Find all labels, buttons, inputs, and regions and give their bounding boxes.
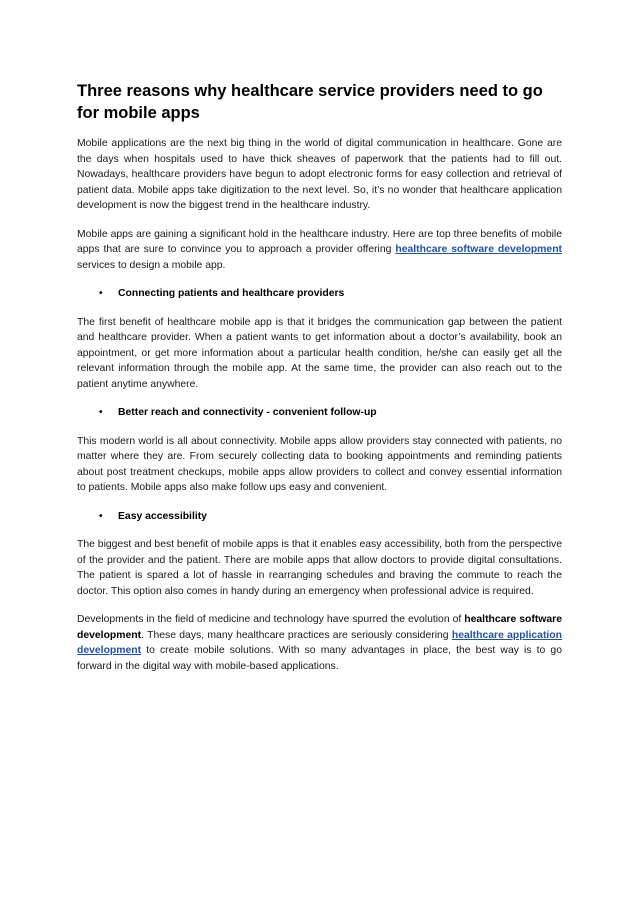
bullet-icon: •: [99, 510, 103, 522]
intro-paragraph: Mobile applications are the next big thing in the world of digital communication in healthcare. Gone are the days when hospitals used to have thick sheaves of paperwork that the patients had to fill out. Nowadays, healthcare providers have begun to adopt electronic forms for easy collection and retrieval of patient data. Mobile apps take digitization to the next level. So, it’s no wonder that healthcare application development is now the biggest trend in the healthcare industry.: [77, 138, 562, 211]
document-title: Three reasons why healthcare service providers need to go for mobile apps: [77, 82, 543, 122]
section-heading: Easy accessibility: [118, 510, 207, 522]
bullet-heading-reach: [99, 405, 562, 421]
section-heading: Connecting patients and healthcare providers: [118, 288, 345, 299]
closing-text-1: Developments in the field of medicine and technology have spurred the evolution of: [77, 614, 465, 625]
benefits-intro-paragraph: [77, 227, 562, 274]
closing-paragraph: [77, 612, 562, 674]
document-page: [77, 80, 562, 687]
benefits-intro-text-end: services to design a mobile app.: [77, 259, 226, 271]
bullet-heading-accessibility: [99, 509, 562, 525]
bullet-icon: •: [99, 407, 103, 418]
healthcare-software-development-link[interactable]: healthcare software development: [395, 244, 562, 255]
section-heading: Better reach and connectivity - convenient follow-up: [118, 407, 377, 418]
healthcare-application-development-link[interactable]: healthcare application development: [77, 629, 562, 656]
section-body-connecting: The first benefit of healthcare mobile app is that it bridges the communication gap between the patient and healthcare provider. When a patient wants to get information about a doctor’s availability, book an appointment, or get more information about a particular health condition, he/she can easily get all the relevant information through the mobile app. At the same time, the provider can also reach out to the patient anytime anywhere.: [77, 316, 562, 390]
bullet-icon: •: [99, 288, 103, 299]
section-body-reach: This modern world is all about connectivity. Mobile apps allow providers stay connected with patients, no matter where they are. From securely collecting data to booking appointments and reminding patients about post treatment checkups, mobile apps allow providers to collect and convey essential information to patients. Mobile apps also make follow ups easy and convenient.: [77, 435, 562, 493]
closing-bold-term: healthcare software development: [77, 614, 562, 641]
benefits-intro-text: Mobile apps are gaining a significant hold in the healthcare industry. Here are top three benefits of mobile apps that are sure to convince you to approach a provider offering: [77, 228, 562, 255]
bullet-heading-connecting: [99, 286, 562, 302]
section-body-accessibility: The biggest and best benefit of mobile apps is that it enables easy accessibility, both from the perspective of the provider and the patient. There are mobile apps that allow doctors to provide digital consultations. The patient is spared a lot of hassle in rearranging schedules and braving the commute to reach the doctor. This option also comes in handy during an emergency when professional advice is required.: [77, 539, 562, 597]
closing-text-3: to create mobile solutions. With so many advantages in place, the best way is to go forward in the digital way with mobile-based applications.: [77, 645, 562, 672]
closing-text-2: . These days, many healthcare practices are seriously considering: [141, 629, 452, 641]
